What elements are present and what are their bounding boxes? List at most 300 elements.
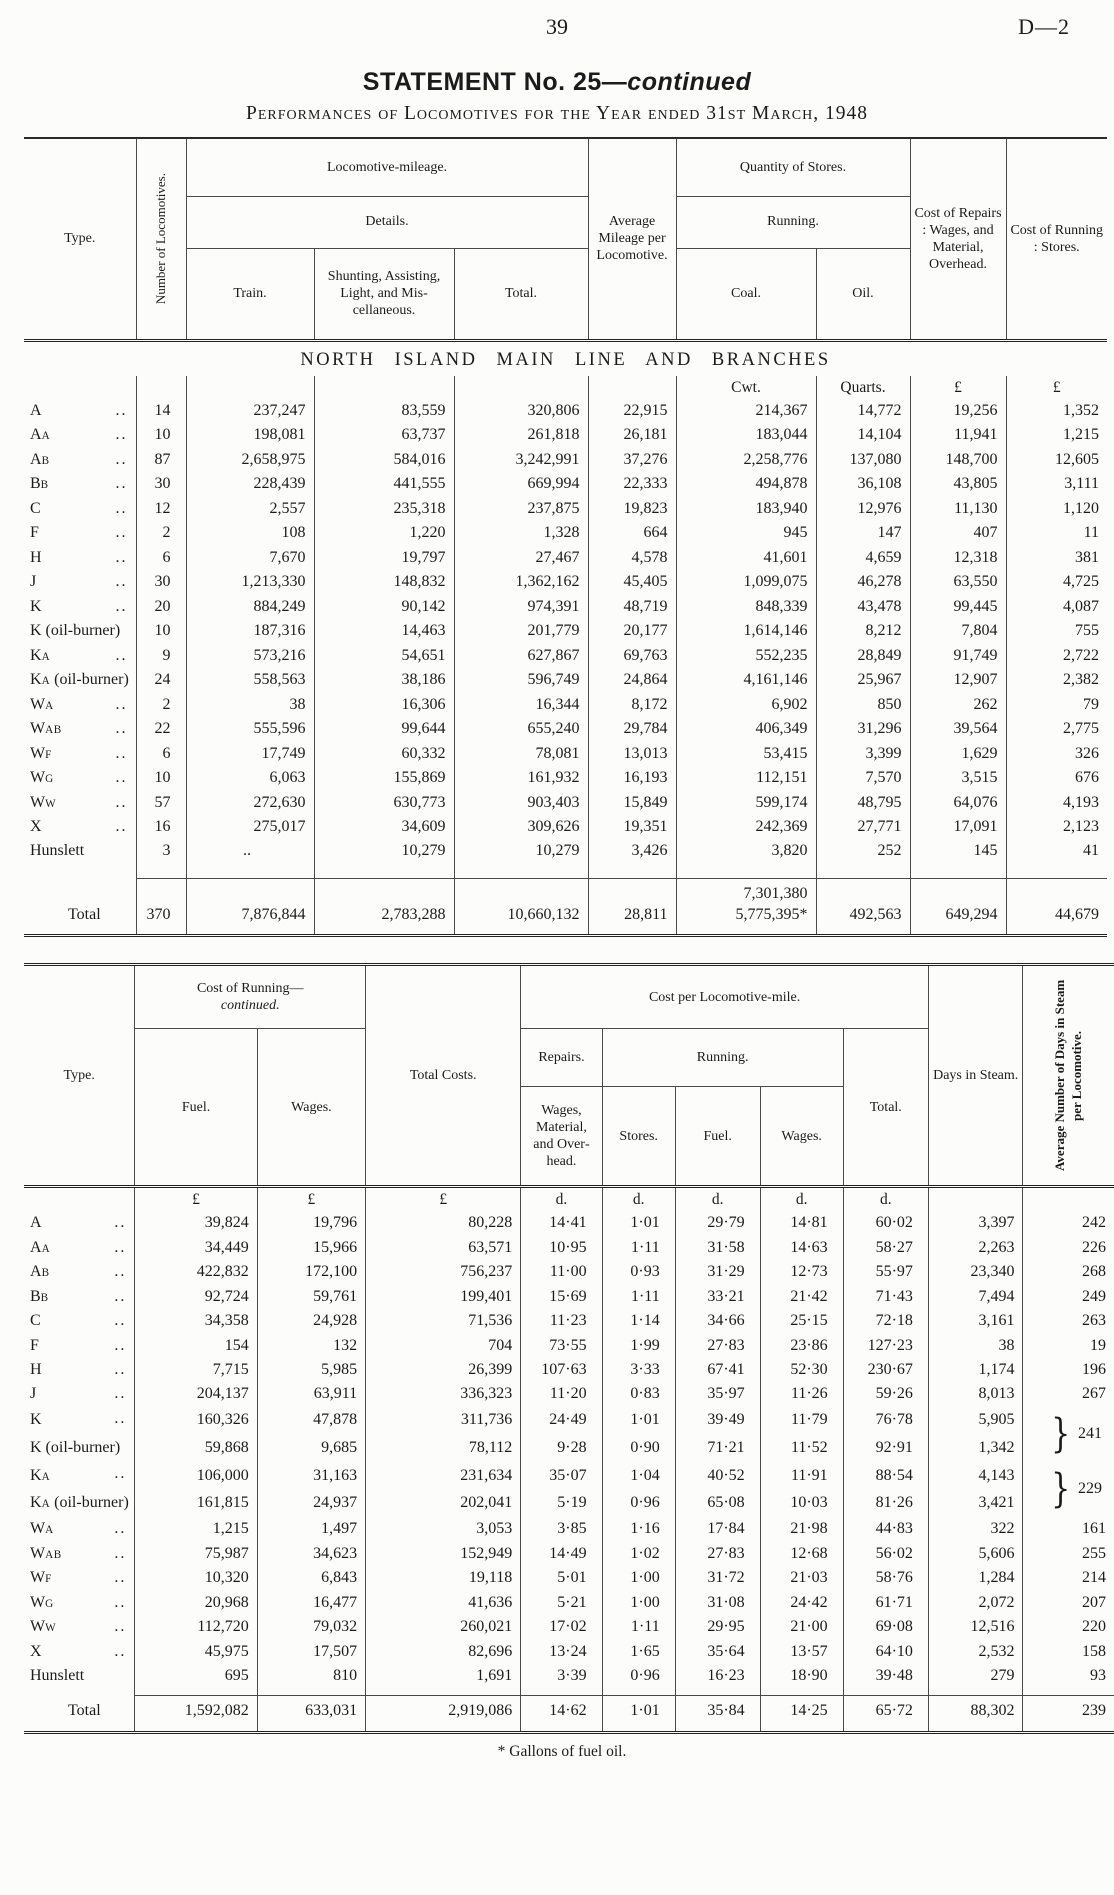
table-row	[24, 1542, 1114, 1566]
cell-fuel: 34,449	[135, 1236, 257, 1260]
cell-cost-repairs: 1,629	[910, 742, 1006, 766]
cell-cost-stores: 4,193	[1006, 791, 1107, 815]
cell-num-locos: 6	[136, 742, 186, 766]
cell-total-per-mile: 127·23	[843, 1334, 928, 1358]
cell-num-locos: 20	[136, 595, 186, 619]
cell-shunting: 441,555	[314, 472, 454, 496]
cell-avg-days: } 241	[1023, 1407, 1114, 1462]
cell-days-in-steam: 4,143	[928, 1462, 1023, 1490]
cell-avg-mileage: 22,915	[588, 399, 676, 423]
cell-fuel: 34,358	[135, 1309, 257, 1333]
t2-unit-3: d.	[521, 1187, 602, 1211]
cell-fuel: 10,320	[135, 1566, 257, 1590]
cell-wages: 16,477	[257, 1591, 365, 1615]
t2-unit-6: d.	[760, 1187, 843, 1211]
table-row	[24, 1615, 1114, 1639]
cell-avg-mileage: 69,763	[588, 644, 676, 668]
t1-unit-7: £	[910, 376, 1006, 399]
cell-repairs: 10·95	[521, 1236, 602, 1260]
spacer-cell	[1023, 1689, 1114, 1696]
cell-repairs: 24·49	[521, 1407, 602, 1435]
cell-shunting: 99,644	[314, 717, 454, 741]
cell-fuel: 1,215	[135, 1517, 257, 1541]
cell-wages-per-mile: 25·15	[760, 1309, 843, 1333]
cell-train: 573,216	[186, 644, 314, 668]
cell-cost-stores: 12,605	[1006, 448, 1107, 472]
cell-total-costs: 19,118	[366, 1566, 521, 1590]
t1-header-number-of-locomotives: Number of Locomotives.	[136, 138, 186, 340]
spacer-cell	[454, 864, 588, 879]
cell-coal: 552,235	[676, 644, 816, 668]
cell-total-per-mile: 56·02	[843, 1542, 928, 1566]
table-row	[24, 497, 1107, 521]
table-row	[24, 1435, 1114, 1463]
statement-title-continued: continued	[627, 68, 752, 96]
cell-oil: 14,104	[816, 423, 910, 447]
cell-num-locos: 57	[136, 791, 186, 815]
cell-avg-mileage: 16,193	[588, 766, 676, 790]
cell-wages: 19,796	[257, 1211, 365, 1235]
table-row	[24, 619, 1107, 643]
t1-unit-6: Quarts.	[816, 376, 910, 399]
cell-wages: 63,911	[257, 1382, 365, 1406]
cell-type: J ..	[30, 1385, 127, 1403]
cell-fuel: 59,868	[135, 1435, 257, 1463]
cell-stores: 1·01	[602, 1696, 675, 1732]
cell-fuel-per-mile: 35·97	[675, 1382, 760, 1406]
table-row	[24, 717, 1107, 741]
cell-repairs: 17·02	[521, 1615, 602, 1639]
cell-avg-mileage: 28,811	[588, 879, 676, 936]
cell-wages-per-mile: 10·03	[760, 1490, 843, 1518]
t2-unit-0: £	[135, 1187, 257, 1211]
cell-coal: 183,044	[676, 423, 816, 447]
cell-type: F ..	[30, 1336, 127, 1354]
cell-fuel: 45,975	[135, 1640, 257, 1664]
cell-wages-per-mile: 14·25	[760, 1696, 843, 1732]
cell-cost-repairs: 99,445	[910, 595, 1006, 619]
cell-fuel-per-mile: 71·21	[675, 1435, 760, 1463]
cell-type: K (oil-burner)	[30, 622, 121, 640]
cell-oil: 147	[816, 521, 910, 545]
t1-header-shunting: Shunting, Assisting, Light, and Miscellaneous.	[314, 248, 454, 340]
cell-oil: 492,563	[816, 879, 910, 936]
cell-total: 596,749	[454, 668, 588, 692]
spacer-cell	[588, 864, 676, 879]
cell-fuel-per-mile: 34·66	[675, 1309, 760, 1333]
cell-train: 272,630	[186, 791, 314, 815]
table-row	[24, 1334, 1114, 1358]
cell-num-locos: 370	[136, 879, 186, 936]
cell-train: 198,081	[186, 423, 314, 447]
page-header	[0, 14, 1114, 44]
t2-unit-2: £	[366, 1187, 521, 1211]
document-reference: D—2	[1018, 14, 1070, 39]
cell-avg-days: 207	[1023, 1591, 1114, 1615]
cell-avg-mileage: 45,405	[588, 570, 676, 594]
cell-total-per-mile: 69·08	[843, 1615, 928, 1639]
cell-repairs: 13·24	[521, 1640, 602, 1664]
cell-wages-per-mile: 11·26	[760, 1382, 843, 1406]
cell-stores: 1·01	[602, 1211, 675, 1235]
cell-avg-days: 93	[1023, 1664, 1114, 1688]
table-row	[24, 423, 1107, 447]
cell-cost-stores: 41	[1006, 839, 1107, 863]
cell-avg-mileage: 29,784	[588, 717, 676, 741]
cell-coal: 7,301,380 5,775,395*	[676, 879, 816, 936]
t1-header-qty-stores: Quantity of Stores.	[676, 138, 910, 196]
cell-type: KA (oil-burner)	[30, 1494, 129, 1512]
units-row	[24, 1187, 1114, 1211]
cell-wages-per-mile: 11·79	[760, 1407, 843, 1435]
cell-stores: 0·83	[602, 1382, 675, 1406]
cell-avg-days: 220	[1023, 1615, 1114, 1639]
cell-oil: 36,108	[816, 472, 910, 496]
cell-fuel-per-mile: 17·84	[675, 1517, 760, 1541]
cell-coal: 183,940	[676, 497, 816, 521]
cell-cost-stores: 2,123	[1006, 815, 1107, 839]
cell-num-locos: 14	[136, 399, 186, 423]
cell-total-per-mile: 64·10	[843, 1640, 928, 1664]
cell-total: 974,391	[454, 595, 588, 619]
page-number: 39	[546, 14, 568, 39]
t1-unit-0	[136, 376, 186, 399]
cell-coal: 53,415	[676, 742, 816, 766]
t1-header-total: Total.	[454, 248, 588, 340]
cell-avg-mileage: 20,177	[588, 619, 676, 643]
cell-avg-mileage: 13,013	[588, 742, 676, 766]
cell-avg-days: 196	[1023, 1358, 1114, 1382]
cell-wages-per-mile: 23·86	[760, 1334, 843, 1358]
cell-avg-mileage: 22,333	[588, 472, 676, 496]
cell-days-in-steam: 5,606	[928, 1542, 1023, 1566]
table-row	[24, 1260, 1114, 1284]
cell-fuel: 695	[135, 1664, 257, 1688]
cell-stores: 1·04	[602, 1462, 675, 1490]
cell-fuel-per-mile: 31·58	[675, 1236, 760, 1260]
cell-total-per-mile: 39·48	[843, 1664, 928, 1688]
cell-wages-per-mile: 11·91	[760, 1462, 843, 1490]
t2-header-stores: Stores.	[602, 1087, 675, 1187]
cell-type: J ..	[30, 573, 128, 591]
brace-glyph: }	[1050, 1466, 1070, 1513]
cell-total: 903,403	[454, 791, 588, 815]
cell-wages-per-mile: 21·00	[760, 1615, 843, 1639]
cell-cost-stores: 4,725	[1006, 570, 1107, 594]
cell-train: 187,316	[186, 619, 314, 643]
cell-fuel: 7,715	[135, 1358, 257, 1382]
cell-coal: 1,099,075	[676, 570, 816, 594]
cell-total-costs: 704	[366, 1334, 521, 1358]
t2-unit-7: d.	[843, 1187, 928, 1211]
cell-shunting: 148,832	[314, 570, 454, 594]
cell-wages-per-mile: 12·68	[760, 1542, 843, 1566]
spacer-cell	[928, 1689, 1023, 1696]
cell-days-in-steam: 2,263	[928, 1236, 1023, 1260]
cell-avg-mileage: 37,276	[588, 448, 676, 472]
cell-repairs: 14·41	[521, 1211, 602, 1235]
cell-total: 261,818	[454, 423, 588, 447]
cell-type: WAB ..	[30, 720, 128, 738]
cell-repairs: 5·21	[521, 1591, 602, 1615]
cell-fuel-per-mile: 65·08	[675, 1490, 760, 1518]
cell-wages-per-mile: 24·42	[760, 1591, 843, 1615]
cell-wages: 5,985	[257, 1358, 365, 1382]
cell-repairs: 107·63	[521, 1358, 602, 1382]
cell-type: F ..	[30, 524, 128, 542]
cell-total: 78,081	[454, 742, 588, 766]
cell-shunting: 90,142	[314, 595, 454, 619]
t1-unit-4	[588, 376, 676, 399]
cell-cost-stores: 676	[1006, 766, 1107, 790]
cell-train: 555,596	[186, 717, 314, 741]
spacer-cell	[676, 864, 816, 879]
cell-num-locos: 24	[136, 668, 186, 692]
cell-repairs: 73·55	[521, 1334, 602, 1358]
cell-train: 275,017	[186, 815, 314, 839]
cell-shunting: 19,797	[314, 546, 454, 570]
cell-shunting: 1,220	[314, 521, 454, 545]
cell-fuel-per-mile: 29·95	[675, 1615, 760, 1639]
t2-header-total-per-mile: Total.	[843, 1029, 928, 1187]
cell-train: 17,749	[186, 742, 314, 766]
cell-type	[24, 1689, 135, 1696]
cell-num-locos: 2	[136, 521, 186, 545]
table-row	[24, 1591, 1114, 1615]
cell-type: H ..	[30, 1360, 127, 1378]
cell-wages-per-mile: 14·81	[760, 1211, 843, 1235]
cell-type: K ..	[30, 1409, 127, 1429]
cell-oil: 4,659	[816, 546, 910, 570]
t2-unit-9	[1023, 1187, 1114, 1211]
cell-type: AB ..	[30, 450, 128, 468]
cell-repairs: 11·00	[521, 1260, 602, 1284]
cell-oil: 27,771	[816, 815, 910, 839]
spacer-cell	[521, 1689, 602, 1696]
t1-unit-5: Cwt.	[676, 376, 816, 399]
cell-num-locos: 16	[136, 815, 186, 839]
cell-wages: 1,497	[257, 1517, 365, 1541]
cell-train: 228,439	[186, 472, 314, 496]
cell-repairs: 11·20	[521, 1382, 602, 1406]
t2-header-cost-running-continued: Cost of Running— continued.	[135, 965, 366, 1029]
cell-type: BB ..	[30, 1287, 127, 1305]
cell-oil: 48,795	[816, 791, 910, 815]
table-row	[24, 766, 1107, 790]
cell-repairs: 14·49	[521, 1542, 602, 1566]
cell-avg-mileage: 19,351	[588, 815, 676, 839]
cell-cost-stores: 1,120	[1006, 497, 1107, 521]
cell-cost-repairs: 649,294	[910, 879, 1006, 936]
cell-shunting: 155,869	[314, 766, 454, 790]
cell-shunting: 235,318	[314, 497, 454, 521]
cell-shunting: 63,737	[314, 423, 454, 447]
cell-total-costs: 756,237	[366, 1260, 521, 1284]
cell-oil: 14,772	[816, 399, 910, 423]
cell-total: 627,867	[454, 644, 588, 668]
cell-wages-per-mile: 21·98	[760, 1517, 843, 1541]
table-row	[24, 839, 1107, 863]
cell-cost-repairs: 7,804	[910, 619, 1006, 643]
table-row	[24, 644, 1107, 668]
table-row	[24, 472, 1107, 496]
cell-wages-per-mile: 18·90	[760, 1664, 843, 1688]
cell-cost-repairs: 39,564	[910, 717, 1006, 741]
cell-type: WG ..	[30, 1593, 127, 1611]
cell-type: Total	[68, 905, 101, 923]
cell-avg-days: 267	[1023, 1382, 1114, 1406]
cell-total: 10,279	[454, 839, 588, 863]
cell-avg-days: 161	[1023, 1517, 1114, 1541]
cell-total-per-mile: 65·72	[843, 1696, 928, 1732]
t1-header-details: Details.	[186, 196, 588, 248]
cell-cost-stores: 326	[1006, 742, 1107, 766]
locomotive-performance-table-2	[24, 963, 1114, 1733]
cell-fuel: 161,815	[135, 1490, 257, 1518]
cell-days-in-steam: 5,905	[928, 1407, 1023, 1435]
cell-total-per-mile: 92·91	[843, 1435, 928, 1463]
table-row	[24, 693, 1107, 717]
cell-wages: 810	[257, 1664, 365, 1688]
statement-title-main: STATEMENT No. 25—	[362, 68, 628, 96]
cell-type: C ..	[30, 499, 128, 517]
cell-total-per-mile: 58·27	[843, 1236, 928, 1260]
cell-repairs: 3·39	[521, 1664, 602, 1688]
cell-num-locos: 3	[136, 839, 186, 863]
cell-fuel-per-mile: 29·79	[675, 1211, 760, 1235]
cell-avg-mileage: 19,823	[588, 497, 676, 521]
cell-type: WAB ..	[30, 1544, 127, 1562]
t2-header-repairs: Repairs.	[521, 1029, 602, 1087]
cell-total-per-mile: 44·83	[843, 1517, 928, 1541]
cell-avg-days: 19	[1023, 1334, 1114, 1358]
section-heading-row	[24, 340, 1107, 376]
cell-type: WA ..	[30, 1520, 127, 1538]
cell-avg-mileage: 4,578	[588, 546, 676, 570]
locomotive-performance-table-1	[24, 137, 1107, 937]
cell-stores: 1·00	[602, 1591, 675, 1615]
table-row	[24, 1285, 1114, 1309]
cell-cost-stores: 79	[1006, 693, 1107, 717]
cell-total-costs: 82,696	[366, 1640, 521, 1664]
cell-total: 10,660,132	[454, 879, 588, 936]
cell-total: 669,994	[454, 472, 588, 496]
cell-avg-mileage: 3,426	[588, 839, 676, 863]
cell-stores: 1·01	[602, 1407, 675, 1435]
cell-total-per-mile: 71·43	[843, 1285, 928, 1309]
cell-shunting: 38,186	[314, 668, 454, 692]
cell-days-in-steam: 8,013	[928, 1382, 1023, 1406]
cell-total-per-mile: 60·02	[843, 1211, 928, 1235]
t1-header-type: Type.	[64, 231, 96, 247]
table-row	[24, 1640, 1114, 1664]
table-row	[24, 1462, 1114, 1490]
cell-cost-stores: 4,087	[1006, 595, 1107, 619]
table-row	[24, 1211, 1114, 1235]
cell-type: Hunslett	[30, 842, 85, 860]
cell-total-costs: 260,021	[366, 1615, 521, 1639]
cell-fuel: 204,137	[135, 1382, 257, 1406]
cell-train: 38	[186, 693, 314, 717]
cell-cost-repairs: 3,515	[910, 766, 1006, 790]
table-row	[24, 815, 1107, 839]
cell-total: 237,875	[454, 497, 588, 521]
cell-total-per-mile: 61·71	[843, 1591, 928, 1615]
total-row	[24, 1696, 1114, 1732]
cell-cost-repairs: 64,076	[910, 791, 1006, 815]
t2-header-total-costs: Total Costs.	[366, 965, 521, 1187]
cell-avg-days: 158	[1023, 1640, 1114, 1664]
cell-wages: 31,163	[257, 1462, 365, 1490]
cell-shunting: 2,783,288	[314, 879, 454, 936]
cell-cost-stores: 11	[1006, 521, 1107, 545]
cell-total-costs: 202,041	[366, 1490, 521, 1518]
cell-wages: 47,878	[257, 1407, 365, 1435]
cell-total-costs: 26,399	[366, 1358, 521, 1382]
table-row	[24, 521, 1107, 545]
cell-type: A ..	[30, 402, 128, 419]
cell-avg-days: 239	[1023, 1696, 1114, 1732]
cell-coal: 4,161,146	[676, 668, 816, 692]
t1-header-oil: Oil.	[816, 248, 910, 340]
cell-fuel: 20,968	[135, 1591, 257, 1615]
table-row	[24, 1490, 1114, 1518]
cell-days-in-steam: 38	[928, 1334, 1023, 1358]
spacer-cell	[843, 1689, 928, 1696]
cell-train: 237,247	[186, 399, 314, 423]
spacer-cell	[136, 864, 186, 879]
table-row	[24, 668, 1107, 692]
cell-avg-days: 214	[1023, 1566, 1114, 1590]
cell-oil: 43,478	[816, 595, 910, 619]
t2-header-running: Running.	[602, 1029, 843, 1087]
cell-cost-stores: 2,722	[1006, 644, 1107, 668]
table-row	[24, 448, 1107, 472]
cell-avg-mileage: 8,172	[588, 693, 676, 717]
t1-header-avg-mileage: Average Mileage per Locomotive.	[588, 138, 676, 340]
spacer-cell	[675, 1689, 760, 1696]
cell-stores: 1·16	[602, 1517, 675, 1541]
units-row	[24, 376, 1107, 399]
brace-glyph: }	[1050, 1410, 1070, 1457]
cell-total-per-mile: 59·26	[843, 1382, 928, 1406]
cell-oil: 8,212	[816, 619, 910, 643]
spacer-row	[24, 1689, 1114, 1696]
cell-oil: 850	[816, 693, 910, 717]
cell-repairs: 11·23	[521, 1309, 602, 1333]
table-row	[24, 1407, 1114, 1435]
cell-fuel-per-mile: 16·23	[675, 1664, 760, 1688]
cell-cost-repairs: 63,550	[910, 570, 1006, 594]
cell-days-in-steam: 3,161	[928, 1309, 1023, 1333]
cell-total-costs: 3,053	[366, 1517, 521, 1541]
table-row	[24, 546, 1107, 570]
section-heading: NORTH ISLAND MAIN LINE AND BRANCHES	[24, 340, 1107, 376]
cell-type	[24, 1187, 135, 1211]
cell-fuel: 75,987	[135, 1542, 257, 1566]
cell-wages: 633,031	[257, 1696, 365, 1732]
cell-wages-per-mile: 21·03	[760, 1566, 843, 1590]
cell-wages: 132	[257, 1334, 365, 1358]
cell-type: BB ..	[30, 475, 128, 493]
cell-total: 320,806	[454, 399, 588, 423]
cell-stores: 1·11	[602, 1615, 675, 1639]
cell-cost-stores: 1,215	[1006, 423, 1107, 447]
cell-cost-repairs: 12,907	[910, 668, 1006, 692]
cell-days-in-steam: 3,421	[928, 1490, 1023, 1518]
spacer-row	[24, 864, 1107, 879]
cell-days-in-steam: 1,342	[928, 1435, 1023, 1463]
